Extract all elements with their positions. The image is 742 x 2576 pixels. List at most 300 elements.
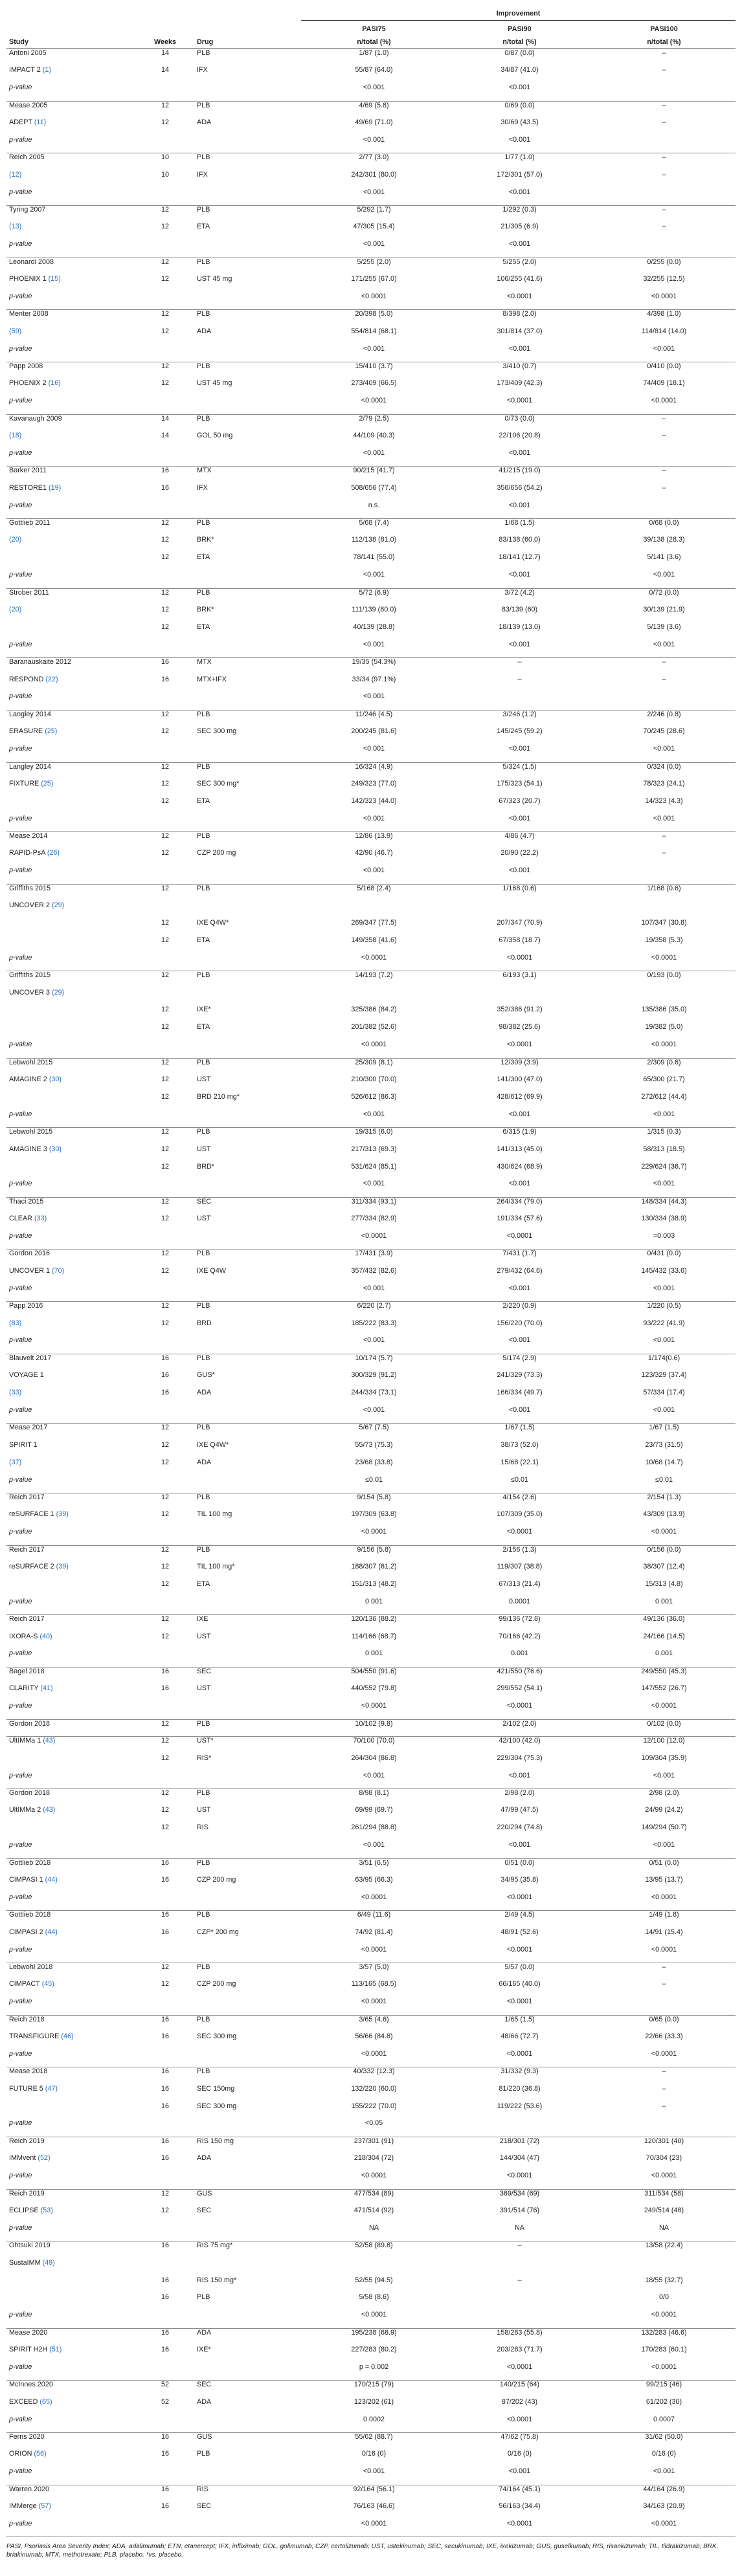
- pasi100-cell: 5/141 (3.6): [647, 553, 681, 562]
- pasi75-cell: <0.001: [301, 1284, 447, 1302]
- study-name: Gordon 2018: [9, 1789, 51, 1798]
- study-name: Mease 2014: [9, 832, 48, 841]
- pasi100-cell: 272/612 (44.4): [641, 1092, 687, 1101]
- p-value-row: [6, 1998, 736, 2015]
- table-row: [6, 832, 736, 850]
- weeks-cell: [136, 1998, 194, 2015]
- drug-cell: PLB: [197, 1963, 210, 1971]
- pasi75-cell: 113/165 (68.5): [351, 1980, 397, 1988]
- pasi100-cell: –: [662, 1963, 666, 1971]
- p-value-label: [6, 866, 136, 884]
- table-row: [6, 1545, 736, 1563]
- study-name: ADEPT: [9, 118, 34, 127]
- study-cell: [6, 553, 136, 571]
- pasi90-cell: 175/323 (54.1): [497, 779, 543, 787]
- weeks-cell: 12: [161, 223, 169, 231]
- drug-cell: SEC: [197, 1667, 212, 1675]
- study-name: Tyring 2007: [9, 206, 46, 214]
- pasi100-cell: 1/315 (0.3): [647, 1128, 681, 1136]
- study-name: Leonardi 2008: [9, 258, 54, 266]
- drug-cell: IXE: [197, 1615, 208, 1624]
- reference-link[interactable]: (25): [45, 727, 58, 736]
- reference-link[interactable]: (65): [39, 2397, 52, 2406]
- weeks-cell: 16: [161, 2241, 169, 2250]
- reference-link[interactable]: (56): [34, 2450, 47, 2458]
- reference-link[interactable]: (47): [45, 2084, 58, 2093]
- weeks-cell: [136, 1649, 194, 1667]
- weeks-cell: [136, 1040, 194, 1058]
- study-name: p-value: [9, 188, 32, 196]
- study-name: Blauvelt 2017: [9, 1354, 52, 1362]
- weeks-cell: 16: [161, 483, 169, 492]
- pasi90-cell: 141/300 (47.0): [497, 1075, 543, 1084]
- pasi90-cell: 107/309 (35.0): [497, 1510, 543, 1519]
- reference-link[interactable]: (43): [43, 1737, 56, 1745]
- reference-link[interactable]: (33): [9, 1389, 22, 1397]
- table-row: [6, 1197, 736, 1215]
- reference-link[interactable]: (22): [45, 675, 58, 683]
- drug-cell: ADA: [197, 327, 212, 335]
- weeks-cell: 12: [161, 536, 169, 544]
- study-name: Langley 2014: [9, 710, 51, 718]
- pasi90-cell: <0.0001: [447, 2363, 592, 2381]
- reference-link[interactable]: (26): [47, 849, 60, 857]
- reference-link[interactable]: (15): [48, 275, 61, 283]
- pasi75-cell: <0.05: [301, 2119, 447, 2137]
- pasi75-cell: 5/67 (7.5): [359, 1424, 389, 1432]
- pasi100-cell: 61/202 (30): [646, 2397, 682, 2406]
- pasi100-cell: 149/294 (50.7): [641, 1823, 687, 1832]
- drug-cell: PLB: [197, 258, 210, 266]
- weeks-cell: [136, 2311, 194, 2328]
- pasi100-cell: 147/552 (26.7): [641, 1684, 687, 1693]
- p-value-row: [6, 1702, 736, 1719]
- reference-link[interactable]: (12): [9, 170, 22, 179]
- drug-cell: PLB: [197, 362, 210, 371]
- study-name: UltIMMa 2: [9, 1806, 43, 1814]
- drug-cell: [194, 2172, 301, 2189]
- reference-link[interactable]: (29): [52, 901, 65, 910]
- drug-cell: IXE Q4W: [197, 1266, 226, 1275]
- pasi100-cell: <0.001: [592, 1772, 736, 1789]
- pasi100-cell: <0.001: [592, 1110, 736, 1128]
- reference-link[interactable]: (39): [56, 1510, 69, 1519]
- p-value-label: [6, 641, 136, 658]
- reference-link[interactable]: (49): [42, 2258, 55, 2267]
- weeks-cell: 16: [161, 658, 169, 666]
- drug-cell: PLB: [197, 1249, 210, 1258]
- pasi90-cell: <0.001: [447, 449, 592, 467]
- drug-cell: [194, 1998, 301, 2015]
- pasi75-cell: 3/57 (5.0): [359, 1963, 389, 1971]
- study-cell: [6, 1876, 136, 1893]
- study-cell: [6, 1493, 136, 1510]
- pasi75-cell: 188/307 (61.2): [351, 1562, 397, 1570]
- study-name: Kavanaugh 2009: [9, 414, 62, 423]
- pasi100-cell: 0/255 (0.0): [647, 258, 681, 266]
- pasi75-cell: <0.0001: [301, 1998, 447, 2015]
- table-row: [6, 971, 736, 989]
- study-cell: [6, 2398, 136, 2416]
- pasi75-cell: 15/410 (3.7): [355, 362, 393, 371]
- pasi90-cell: <0.0001: [447, 397, 592, 414]
- weeks-cell: 16: [161, 467, 169, 475]
- drug-cell: [194, 83, 301, 101]
- study-cell: [6, 118, 136, 136]
- pasi100-cell: 135/386 (35.0): [641, 1006, 687, 1014]
- pasi90-cell: 0/51 (0.0): [504, 1858, 535, 1867]
- study-name: p-value: [9, 1110, 32, 1118]
- study-cell: [6, 1075, 136, 1093]
- pasi75-cell: NA: [301, 2224, 447, 2241]
- p-value-row: [6, 2172, 736, 2189]
- study-cell: [6, 936, 136, 954]
- pasi75-cell: 11/246 (4.5): [355, 710, 393, 718]
- weeks-cell: 12: [161, 606, 169, 613]
- pasi75-cell: 201/382 (52.6): [351, 1023, 397, 1031]
- reference-link[interactable]: (57): [38, 2502, 51, 2511]
- pasi75-cell: 149/358 (41.6): [351, 936, 397, 944]
- pasi90-cell: 279/432 (64.6): [497, 1266, 543, 1275]
- reference-link[interactable]: (30): [49, 1145, 62, 1153]
- reference-link[interactable]: (70): [52, 1266, 65, 1275]
- reference-link[interactable]: (59): [9, 327, 22, 335]
- study-name: PHOENIX 2: [9, 379, 49, 388]
- study-cell: [6, 153, 136, 171]
- study-name: Mease 2018: [9, 2067, 48, 2076]
- pasi75-cell: 111/139 (80.0): [352, 606, 396, 613]
- pasi90-cell: 67/358 (18.7): [499, 936, 541, 944]
- drug-cell: [194, 901, 301, 919]
- table-row: [6, 849, 736, 866]
- pasi75-cell: 5/68 (7.4): [359, 519, 389, 527]
- drug-cell: [194, 2050, 301, 2067]
- weeks-cell: 12: [161, 1493, 169, 1501]
- p-value-row: [6, 641, 736, 658]
- pasi90-cell: 70/166 (42.2): [499, 1632, 541, 1640]
- weeks-cell: 16: [161, 1876, 169, 1884]
- weeks-cell: 12: [161, 832, 169, 841]
- study-cell: [6, 1023, 136, 1040]
- drug-cell: PLB: [197, 971, 210, 980]
- study-cell: [6, 1754, 136, 1772]
- study-cell: [6, 710, 136, 727]
- pasi100-cell: 2/246 (0.8): [647, 710, 681, 718]
- reference-link[interactable]: (44): [45, 1876, 58, 1884]
- pasi75-cell: <0.001: [301, 240, 447, 258]
- pasi75-cell: <0.0001: [301, 1040, 447, 1058]
- drug-cell: PLB: [197, 206, 210, 214]
- study-cell: [6, 989, 136, 1006]
- pasi100-cell: –: [662, 2067, 666, 2076]
- reference-link[interactable]: (19): [49, 483, 62, 492]
- p-value-label: [6, 1598, 136, 1615]
- table-row: [6, 2293, 736, 2311]
- study-cell: [6, 2328, 136, 2346]
- pasi90-cell: <0.001: [447, 188, 592, 206]
- pasi75-cell: 197/309 (63.8): [351, 1510, 397, 1519]
- study-cell: [6, 2032, 136, 2050]
- table-row: [6, 676, 736, 693]
- pasi90-cell: <0.0001: [447, 1528, 592, 1545]
- weeks-cell: 16: [161, 2015, 169, 2023]
- pasi90-cell: 2/98 (2.0): [504, 1789, 535, 1798]
- drug-cell: ADA: [197, 2397, 212, 2406]
- drug-cell: [194, 954, 301, 971]
- study-cell: [6, 623, 136, 641]
- pasi100-cell: 31/62 (50.0): [645, 2433, 683, 2441]
- study-name: IMMerge: [9, 2502, 39, 2511]
- pasi100-cell: 114/814 (14.0): [641, 327, 687, 335]
- reference-link[interactable]: (43): [43, 1806, 56, 1814]
- pasi90-cell: 173/409 (42.3): [497, 379, 543, 388]
- pasi100-cell: 109/304 (35.9): [641, 1754, 687, 1762]
- pasi90-cell: 0/69 (0.0): [504, 101, 535, 109]
- pasi100-cell: –: [662, 414, 666, 423]
- reference-link[interactable]: (20): [9, 606, 22, 613]
- pasi90-cell: 22/106 (20.8): [499, 432, 541, 440]
- pasi75-cell: 12/86 (13.9): [355, 832, 393, 841]
- pasi90-cell: [447, 692, 592, 710]
- pasi75-cell: 112/138 (81.0): [351, 536, 397, 544]
- drug-cell: ETA: [197, 553, 210, 562]
- drug-cell: [194, 692, 301, 710]
- pasi100-cell: 249/550 (45.3): [641, 1667, 687, 1675]
- study-name: p-value: [9, 866, 32, 875]
- pasi90-cell: <0.001: [447, 83, 592, 101]
- pasi90-cell: 1/65 (1.5): [504, 2015, 535, 2023]
- weeks-cell: [136, 1598, 194, 1615]
- pasi100-cell: 70/245 (28.6): [643, 727, 685, 736]
- weeks-cell: 12: [161, 1458, 169, 1466]
- pasi100-cell: 58/313 (18.5): [643, 1145, 685, 1153]
- study-name: reSURFACE 1: [9, 1510, 56, 1519]
- study-name: AMAGINE 2: [9, 1075, 49, 1084]
- drug-cell: [194, 641, 301, 658]
- pasi90-cell: 1/67 (1.5): [504, 1424, 535, 1432]
- drug-cell: SEC 300 mg: [197, 727, 237, 736]
- reference-link[interactable]: (16): [48, 379, 61, 388]
- pasi75-cell: 8/98 (8.1): [359, 1789, 389, 1798]
- reference-link[interactable]: (39): [56, 1562, 69, 1570]
- pasi90-cell: 145/245 (59.2): [497, 727, 543, 736]
- weeks-cell: 12: [161, 1562, 169, 1570]
- study-cell: [6, 536, 136, 553]
- pasi90-cell: 421/550 (76.6): [497, 1667, 543, 1675]
- study-name: ERASURE: [9, 727, 45, 736]
- study-cell: [6, 1197, 136, 1215]
- table-row: [6, 901, 736, 919]
- pasi100-cell: <0.0001: [592, 2311, 736, 2328]
- study-name: p-value: [9, 240, 32, 248]
- pasi90-cell: NA: [447, 2224, 592, 2241]
- study-name: Warren 2020: [9, 2485, 50, 2493]
- weeks-cell: 12: [161, 919, 169, 927]
- study-name: PHOENIX 1: [9, 275, 49, 283]
- drug-cell: PLB: [197, 2015, 210, 2023]
- pasi90-cell: <0.001: [447, 1180, 592, 1197]
- weeks-cell: [136, 2050, 194, 2067]
- reference-link[interactable]: (33): [34, 1215, 47, 1223]
- reference-link[interactable]: (53): [40, 2206, 53, 2214]
- pasi90-cell: 99/136 (72.8): [499, 1615, 541, 1624]
- pasi90-cell: <0.001: [447, 815, 592, 832]
- p-value-row: [6, 1406, 736, 1424]
- pasi90-cell: 356/656 (54.2): [497, 483, 543, 492]
- pasi90-cell: 140/215 (64): [499, 2381, 540, 2389]
- reference-link[interactable]: (30): [49, 1075, 62, 1084]
- pasi90-cell: <0.0001: [447, 954, 592, 971]
- study-name: CLARITY: [9, 1684, 41, 1693]
- pasi90-cell: 47/62 (75.8): [500, 2433, 539, 2441]
- pasi90-cell: 5/324 (1.5): [502, 762, 537, 771]
- reference-link[interactable]: (11): [34, 118, 47, 127]
- drug-cell: [194, 1841, 301, 1858]
- pasi90-cell: 18/141 (12.7): [499, 553, 541, 562]
- study-cell: [6, 2085, 136, 2102]
- pasi90-cell: <0.001: [447, 345, 592, 362]
- study-name: RAPID-PsA: [9, 849, 47, 857]
- table-row: [6, 153, 736, 171]
- pasi75-cell: 5/58 (8.6): [359, 2293, 389, 2302]
- study-cell: [6, 484, 136, 501]
- weeks-cell: 12: [161, 1058, 169, 1066]
- pasi75-cell: <0.0001: [301, 954, 447, 971]
- study-cell: [6, 1963, 136, 1980]
- pasi100-cell: <0.001: [592, 1284, 736, 1302]
- pasi90-cell: <0.001: [447, 240, 592, 258]
- pasi100-cell: <0.0001: [592, 397, 736, 414]
- drug-cell: PLB: [197, 1302, 210, 1310]
- pasi100-cell: NA: [592, 2224, 736, 2241]
- study-name: RESTORE1: [9, 483, 49, 492]
- p-value-row: [6, 571, 736, 588]
- weeks-cell: 12: [161, 779, 169, 787]
- table-row: [6, 884, 736, 901]
- pasi75-cell: <0.001: [301, 1336, 447, 1354]
- reference-link[interactable]: (83): [9, 1319, 22, 1327]
- weeks-cell: [136, 641, 194, 658]
- study-name: FIXTURE: [9, 779, 41, 787]
- reference-link[interactable]: (29): [52, 988, 65, 996]
- pasi75-cell: 9/154 (5.8): [357, 1493, 391, 1501]
- weeks-cell: 12: [161, 1319, 169, 1327]
- reference-link[interactable]: (13): [9, 223, 22, 231]
- reference-link[interactable]: (45): [41, 1980, 54, 1988]
- table-row: [6, 49, 736, 67]
- pasi100-cell: 24/166 (14.5): [643, 1632, 685, 1640]
- drug-cell: BRD: [197, 1319, 212, 1327]
- pasi75-cell: 55/87 (64.0): [355, 66, 393, 74]
- study-cell: [6, 310, 136, 327]
- drug-cell: ETA: [197, 797, 210, 805]
- pasi75-cell: <0.001: [301, 1841, 447, 1858]
- pasi100-cell: 2/98 (2.0): [649, 1789, 679, 1798]
- study-name: ECLIPSE: [9, 2206, 41, 2214]
- pasi90-unit-header: n/total (%): [447, 35, 592, 49]
- study-name: CIMPASI 2: [9, 1928, 45, 1936]
- reference-link[interactable]: (20): [9, 536, 22, 544]
- p-value-row: [6, 1284, 736, 1302]
- study-cell: [6, 2381, 136, 2398]
- weeks-cell: 16: [161, 2433, 169, 2441]
- reference-link[interactable]: (52): [38, 2154, 51, 2163]
- weeks-cell: 12: [161, 1789, 169, 1798]
- weeks-header: Weeks: [136, 35, 194, 49]
- drug-cell: [194, 989, 301, 1006]
- reference-link[interactable]: (44): [45, 1928, 58, 1936]
- study-name: p-value: [9, 1180, 32, 1188]
- pasi90-cell: 369/534 (69): [499, 2189, 540, 2197]
- weeks-cell: [136, 989, 194, 1006]
- drug-cell: UST: [197, 1806, 211, 1814]
- reference-link[interactable]: (1): [42, 66, 51, 74]
- pasi75-cell: 477/534 (89): [354, 2189, 394, 2197]
- weeks-cell: 12: [161, 1510, 169, 1519]
- pasi75-cell: 300/329 (91.2): [351, 1371, 397, 1380]
- reference-link[interactable]: (25): [41, 779, 54, 787]
- pasi90-cell: 0/73 (0.0): [504, 414, 535, 423]
- table-row: [6, 2085, 736, 2102]
- reference-link[interactable]: (37): [9, 1458, 22, 1466]
- weeks-cell: [136, 2520, 194, 2537]
- pasi90-header: PASI90: [508, 25, 532, 33]
- weeks-cell: 16: [161, 1371, 169, 1380]
- study-name: SPIRIT 1: [9, 1440, 38, 1449]
- weeks-cell: 12: [161, 1075, 169, 1084]
- pasi90-cell: <0.001: [447, 2467, 592, 2485]
- pasi100-cell: [592, 501, 736, 519]
- study-cell: [6, 1215, 136, 1232]
- study-cell: [6, 66, 136, 83]
- study-cell: [6, 2276, 136, 2294]
- study-name: p-value: [9, 292, 32, 300]
- study-cell: [6, 519, 136, 536]
- reference-link[interactable]: (46): [61, 2032, 74, 2041]
- study-name: Papp 2016: [9, 1302, 43, 1310]
- pasi100-cell: 14/91 (15.4): [645, 1928, 683, 1936]
- p-value-label: [6, 1998, 136, 2015]
- pasi100-cell: 24/99 (24.2): [645, 1806, 683, 1814]
- p-value-label: [6, 1180, 136, 1197]
- pasi100-cell: 32/255 (12.5): [643, 275, 685, 283]
- weeks-cell: [136, 501, 194, 519]
- weeks-cell: 12: [161, 1249, 169, 1258]
- study-cell: [6, 2137, 136, 2154]
- study-name: Langley 2014: [9, 762, 51, 771]
- pasi90-cell: 30/69 (43.5): [500, 118, 539, 127]
- drug-cell: [194, 2363, 301, 2381]
- p-value-row: [6, 2520, 736, 2537]
- weeks-cell: 12: [161, 1580, 169, 1588]
- pasi75-cell: <0.001: [301, 1110, 447, 1128]
- reference-link[interactable]: (18): [9, 432, 22, 440]
- reference-link[interactable]: (41): [40, 1684, 53, 1693]
- reference-link[interactable]: (40): [39, 1632, 52, 1640]
- study-name: TRANSFIGURE: [9, 2032, 62, 2041]
- pasi90-cell: 119/307 (38.8): [497, 1562, 543, 1570]
- pasi75-cell: <0.001: [301, 449, 447, 467]
- pasi90-cell: 4/154 (2.6): [502, 1493, 537, 1501]
- pasi100-cell: 0/0: [658, 2293, 669, 2302]
- reference-link[interactable]: (51): [49, 2346, 62, 2354]
- table-row: [6, 1806, 736, 1823]
- p-value-row: [6, 1893, 736, 1911]
- drug-cell: UST: [197, 1215, 211, 1223]
- study-name: p-value: [9, 83, 32, 92]
- pasi75-cell: <0.001: [301, 83, 447, 101]
- weeks-cell: [136, 866, 194, 884]
